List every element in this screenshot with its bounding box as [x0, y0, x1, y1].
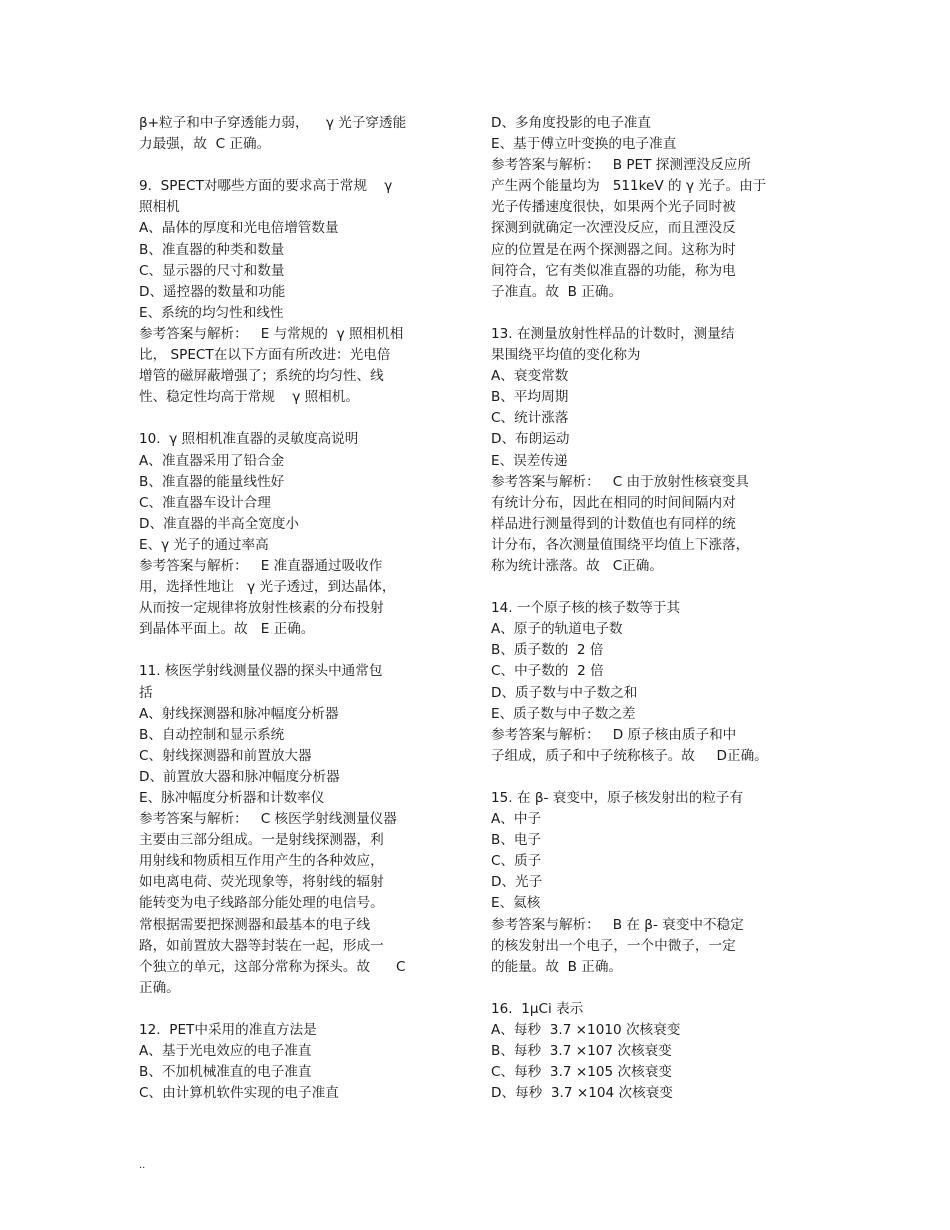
text-line: 计分布，各次测量值围绕平均值上下涨落， — [491, 536, 750, 553]
text-line: D、多角度投影的电子准直 — [491, 115, 651, 131]
text-line: 参考答案与解析： E 准直器通过吸收作 — [139, 557, 383, 574]
text-line: 15. 在 β- 衰变中，原子核发射出的粒子有 — [491, 790, 744, 806]
text-line: 增管的磁屏蔽增强了；系统的均匀性、线 — [139, 368, 384, 385]
text-line: C、准直器车设计合理 — [139, 494, 271, 511]
paragraph-gap — [139, 155, 439, 176]
text-line: D、准直器的半高全宽度小 — [139, 515, 299, 532]
text-line: A、射线探测器和脉冲幅度分析器 — [139, 705, 339, 722]
text-line: 用射线和物质相互作用产生的各种效应， — [139, 853, 384, 870]
paragraph-gap — [491, 978, 801, 999]
text-line: 光子传播速度很快，如果两个光子同时被 — [491, 199, 736, 216]
text-line: E、基于傅立叶变换的电子准直 — [491, 136, 677, 153]
text-line: E、γ 光子的通过率高 — [139, 536, 269, 553]
text-line: 性、稳定性均高于常规 γ 照相机。 — [139, 389, 359, 406]
text-line: 样品进行测量得到的计数值也有同样的统 — [491, 515, 736, 532]
text-line: 间符合，它有类似准直器的功能，称为电 — [491, 262, 736, 279]
text-line: C、射线探测器和前置放大器 — [139, 747, 312, 764]
right-column — [491, 113, 801, 1104]
text-line: D、光子 — [491, 874, 543, 891]
text-line: 比， SPECT在以下方面有所改进：光电倍 — [139, 347, 391, 364]
text-line: A、晶体的厚度和光电倍增管数量 — [139, 220, 339, 237]
text-line: 探测到就确定一次湮没反应，而且湮没反 — [491, 220, 736, 237]
text-line: A、衰变常数 — [491, 368, 569, 385]
text-line: A、原子的轨道电子数 — [491, 621, 623, 638]
text-line: B、质子数的 2 倍 — [491, 642, 604, 659]
text-line: 应的位置是在两个探测器之间。这称为时 — [491, 241, 736, 258]
text-line: A、每秒 3.7 ×1010 次核衰变 — [491, 1022, 681, 1039]
paragraph-gap — [491, 303, 801, 324]
text-line: 参考答案与解析： C 核医学射线测量仪器 — [139, 811, 397, 828]
text-line: 9. SPECT对哪些方面的要求高于常规 γ — [139, 178, 393, 195]
text-line: 参考答案与解析： B PET 探测湮没反应所 — [491, 157, 751, 174]
paragraph-gap — [139, 999, 439, 1020]
text-line: 果围绕平均值的变化称为 — [491, 347, 641, 364]
text-line: E、误差传递 — [491, 452, 568, 469]
text-line: D、质子数与中子数之和 — [491, 684, 638, 701]
text-line: 产生两个能量均为 511keV 的 γ 光子。由于 — [491, 178, 767, 195]
text-line: B、准直器的能量线性好 — [139, 473, 285, 490]
text-line: 个独立的单元，这部分常称为探头。故 C — [139, 958, 406, 975]
text-line: 括 — [139, 684, 153, 701]
text-line: E、脉冲幅度分析器和计数率仪 — [139, 790, 325, 806]
text-line: E、质子数与中子数之差 — [491, 705, 636, 722]
text-line: C、每秒 3.7 ×105 次核衰变 — [491, 1064, 672, 1081]
text-line: C、中子数的 2 倍 — [491, 663, 604, 680]
text-line: 主要由三部分组成。一是射线探测器，利 — [139, 832, 384, 849]
text-line: 能转变为电子线路部分能处理的电信号。 — [139, 895, 384, 912]
text-line: B、自动控制和显示系统 — [139, 726, 285, 743]
paragraph-gap — [491, 577, 801, 598]
text-line: B、准直器的种类和数量 — [139, 241, 285, 258]
text-line: 子组成，质子和中子统称核子。故 D正确。 — [491, 747, 768, 764]
text-line: C、统计涨落 — [491, 410, 569, 427]
text-line: 称为统计涨落。故 C正确。 — [491, 557, 663, 574]
paragraph-gap — [491, 767, 801, 788]
text-line: 常根据需要把探测器和最基本的电子线 — [139, 916, 371, 933]
text-line: 如电离电荷、荧光现象等，将射线的辐射 — [139, 874, 384, 891]
text-line: A、中子 — [491, 811, 542, 828]
text-line: A、基于光电效应的电子准直 — [139, 1043, 312, 1060]
text-line: 照相机 — [139, 199, 180, 216]
text-line: C、由计算机软件实现的电子准直 — [139, 1085, 339, 1102]
text-line: 从而按一定规律将放射性核素的分布投射 — [139, 600, 384, 617]
text-line: β+粒子和中子穿透能力弱， γ 光子穿透能 — [139, 115, 407, 131]
text-line: 路，如前置放大器等封装在一起，形成一 — [139, 937, 384, 954]
text-line: 13. 在测量放射性样品的计数时，测量结 — [491, 325, 735, 342]
text-line: 有统计分布，因此在相同的时间间隔内对 — [491, 494, 736, 511]
text-line: D、遥控器的数量和功能 — [139, 283, 286, 300]
text-line: 11. 核医学射线测量仪器的探头中通常包 — [139, 663, 383, 680]
text-line: C、质子 — [491, 853, 542, 870]
text-line: 14. 一个原子核的核子数等于其 — [491, 600, 681, 617]
text-line: C、显示器的尺寸和数量 — [139, 262, 285, 279]
text-line: 正确。 — [139, 979, 180, 996]
text-line: B、不加机械准直的电子准直 — [139, 1064, 312, 1081]
text-line: B、每秒 3.7 ×107 次核衰变 — [491, 1043, 672, 1060]
text-line: 16. 1μCi 表示 — [491, 1000, 584, 1017]
text-line: 用，选择性地让 γ 光子透过，到达晶体， — [139, 579, 396, 596]
text-line: 的能量。故 B 正确。 — [491, 958, 623, 975]
page-footer: .. — [139, 1160, 146, 1171]
text-line: A、准直器采用了铅合金 — [139, 452, 285, 469]
text-line: 子准直。故 B 正确。 — [491, 283, 623, 300]
text-line: D、每秒 3.7 ×104 次核衰变 — [491, 1085, 673, 1102]
text-line: 参考答案与解析： C 由于放射性核衰变具 — [491, 473, 749, 490]
text-line: E、系统的均匀性和线性 — [139, 304, 284, 321]
text-line: B、电子 — [491, 832, 542, 849]
paragraph-gap — [139, 640, 439, 661]
text-line: 的核发射出一个电子，一个中微子，一定 — [491, 937, 736, 954]
text-line: 10. γ 照相机准直器的灵敏度高说明 — [139, 431, 359, 448]
text-line: E、氦核 — [491, 895, 541, 912]
text-line: D、布朗运动 — [491, 431, 570, 448]
text-line: 12. PET中采用的准直方法是 — [139, 1022, 317, 1039]
left-column — [139, 113, 439, 1104]
text-line: D、前置放大器和脉冲幅度分析器 — [139, 768, 340, 785]
text-line: B、平均周期 — [491, 389, 569, 406]
text-line: 参考答案与解析： B 在 β- 衰变中不稳定 — [491, 916, 744, 933]
text-line: 参考答案与解析： D 原子核由质子和中 — [491, 726, 737, 743]
paragraph-gap — [139, 408, 439, 429]
text-line: 力最强，故 C 正确。 — [139, 136, 271, 153]
text-line: 参考答案与解析： E 与常规的 γ 照相机相 — [139, 325, 404, 342]
text-line: 到晶体平面上。故 E 正确。 — [139, 621, 315, 638]
